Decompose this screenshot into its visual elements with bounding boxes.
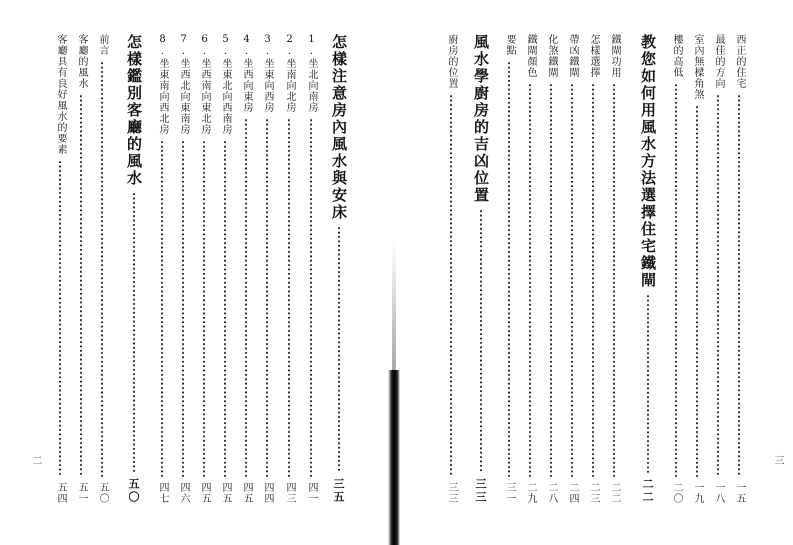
dot-leader <box>480 209 482 473</box>
toc-entry <box>588 34 598 504</box>
toc-page-number: 一九 <box>692 482 703 504</box>
toc-entry-label: 4.坐西向東房 <box>241 34 252 113</box>
toc-entry-label: 鐵閘功用 <box>609 34 620 78</box>
book-spine-shadow <box>392 240 396 370</box>
toc-page-number: 三三 <box>446 482 457 504</box>
toc-page-number: 五〇 <box>127 478 140 504</box>
toc-page-number: 一八 <box>713 482 724 504</box>
toc-entry-label: 樓的高低 <box>671 34 682 78</box>
dot-leader <box>647 294 649 473</box>
toc-entry-label: 2.坐南向北房 <box>284 34 295 113</box>
dot-leader <box>738 94 740 477</box>
toc-entry-label: 室內無樑角煞 <box>692 34 703 100</box>
dot-leader <box>266 118 268 477</box>
right-page <box>402 0 793 545</box>
dot-leader <box>80 94 82 477</box>
toc-entry-label: 8.坐東南向西北房 <box>157 34 168 135</box>
toc-page-number: 五〇 <box>97 482 108 504</box>
dot-leader <box>508 61 510 477</box>
toc-entry <box>692 34 702 504</box>
toc-page-number: 五四 <box>55 482 66 504</box>
toc-entry-label: 鐵閘顏色 <box>525 34 536 78</box>
toc-entry-label: 怎樣選擇 <box>588 34 599 78</box>
dot-leader <box>613 83 615 477</box>
dot-leader <box>182 140 184 477</box>
toc-heading-kitchen <box>473 34 488 504</box>
dot-leader <box>550 83 552 477</box>
dot-leader <box>529 83 531 477</box>
toc-page-number: 四三 <box>284 482 295 504</box>
toc-page-number: 二八 <box>546 482 557 504</box>
toc-entry <box>446 34 456 504</box>
toc-heading-label: 風水學廚房的吉凶位置 <box>472 34 490 204</box>
toc-page-number: 二〇 <box>671 482 682 504</box>
dot-leader <box>59 160 61 477</box>
toc-entry <box>284 34 294 504</box>
toc-page-number: 二四 <box>567 482 578 504</box>
toc-entry-label: 廚房的位置 <box>446 34 457 89</box>
toc-entry <box>76 34 86 504</box>
dot-leader <box>571 83 573 477</box>
dot-leader <box>245 118 247 477</box>
toc-page-number: 四五 <box>199 482 210 504</box>
toc-entry-label: 要點 <box>504 34 515 56</box>
toc-entry <box>220 34 230 504</box>
toc-page-number: 三五 <box>332 478 345 504</box>
toc-entry <box>262 34 272 504</box>
toc-heading-iron-gate <box>640 34 655 504</box>
toc-entry <box>306 34 316 504</box>
toc-entry-label: 帶凶鐵閘 <box>567 34 578 78</box>
toc-page-number: 二二 <box>609 482 620 504</box>
toc-entry-label: 西正的住宅 <box>734 34 745 89</box>
toc-entry-label: 前言 <box>97 34 108 56</box>
toc-entry-label: 6.坐西南向東北房 <box>199 34 210 135</box>
toc-page-number: 二三 <box>588 482 599 504</box>
dot-leader <box>224 140 226 477</box>
toc-entry <box>157 34 167 504</box>
toc-entry <box>734 34 744 504</box>
toc-entry-label: 1.坐北向南房 <box>306 34 317 113</box>
toc-entry <box>525 34 535 504</box>
dot-leader <box>101 61 103 477</box>
toc-entry-label: 客廳的風水 <box>76 34 87 89</box>
toc-heading-bedroom <box>331 34 346 504</box>
toc-entry <box>713 34 723 504</box>
toc-entry <box>55 34 65 504</box>
toc-entry-label: 5.坐東北向西南房 <box>220 34 231 135</box>
toc-heading-label: 怎樣鑑別客廳的風水 <box>125 34 143 187</box>
toc-page-number: 三一 <box>504 482 515 504</box>
toc-heading-label: 教您如何用風水方法選擇住宅鐵閘 <box>639 34 657 289</box>
dot-leader <box>696 105 698 477</box>
dot-leader <box>161 140 163 477</box>
dot-leader <box>717 94 719 477</box>
toc-entry <box>178 34 188 504</box>
dot-leader <box>338 226 340 473</box>
toc-page-number: 三三 <box>474 478 487 504</box>
toc-entry-label: 客廳具有良好風水的要素 <box>55 34 66 155</box>
left-page <box>0 0 390 545</box>
dot-leader <box>310 118 312 477</box>
toc-entry <box>546 34 556 504</box>
dot-leader <box>450 94 452 477</box>
toc-heading-label: 怎樣注意房內風水與安床 <box>330 34 348 221</box>
toc-entry <box>609 34 619 504</box>
toc-page-number: 四五 <box>241 482 252 504</box>
toc-page-number: 二九 <box>525 482 536 504</box>
dot-leader <box>288 118 290 477</box>
toc-page-number: 二二 <box>641 478 654 504</box>
dot-leader <box>675 83 677 477</box>
toc-entry <box>567 34 577 504</box>
toc-entry-label: 3.坐東向西房 <box>262 34 273 113</box>
toc-entry <box>671 34 681 504</box>
toc-entry <box>241 34 251 504</box>
toc-entry-label: 最佳的方向 <box>713 34 724 89</box>
toc-page-number: 四一 <box>306 482 317 504</box>
toc-entry <box>199 34 209 504</box>
toc-page-number: 一五 <box>734 482 745 504</box>
toc-entry <box>504 34 514 504</box>
dot-leader <box>203 140 205 477</box>
dot-leader <box>133 192 135 473</box>
toc-page-number: 四五 <box>220 482 231 504</box>
toc-entry-label: 化煞鐵閘 <box>546 34 557 78</box>
page-folio: 三 <box>772 455 783 465</box>
dot-leader <box>592 83 594 477</box>
toc-page-number: 五一 <box>76 482 87 504</box>
toc-page-number: 四六 <box>178 482 189 504</box>
toc-page-number: 四七 <box>157 482 168 504</box>
toc-heading-living-room <box>126 34 141 504</box>
toc-entry-label: 7.坐西北向東南房 <box>178 34 189 135</box>
toc-entry <box>97 34 107 504</box>
book-spine <box>388 370 400 545</box>
toc-page-number: 四四 <box>262 482 273 504</box>
page-folio: 二 <box>30 455 41 465</box>
